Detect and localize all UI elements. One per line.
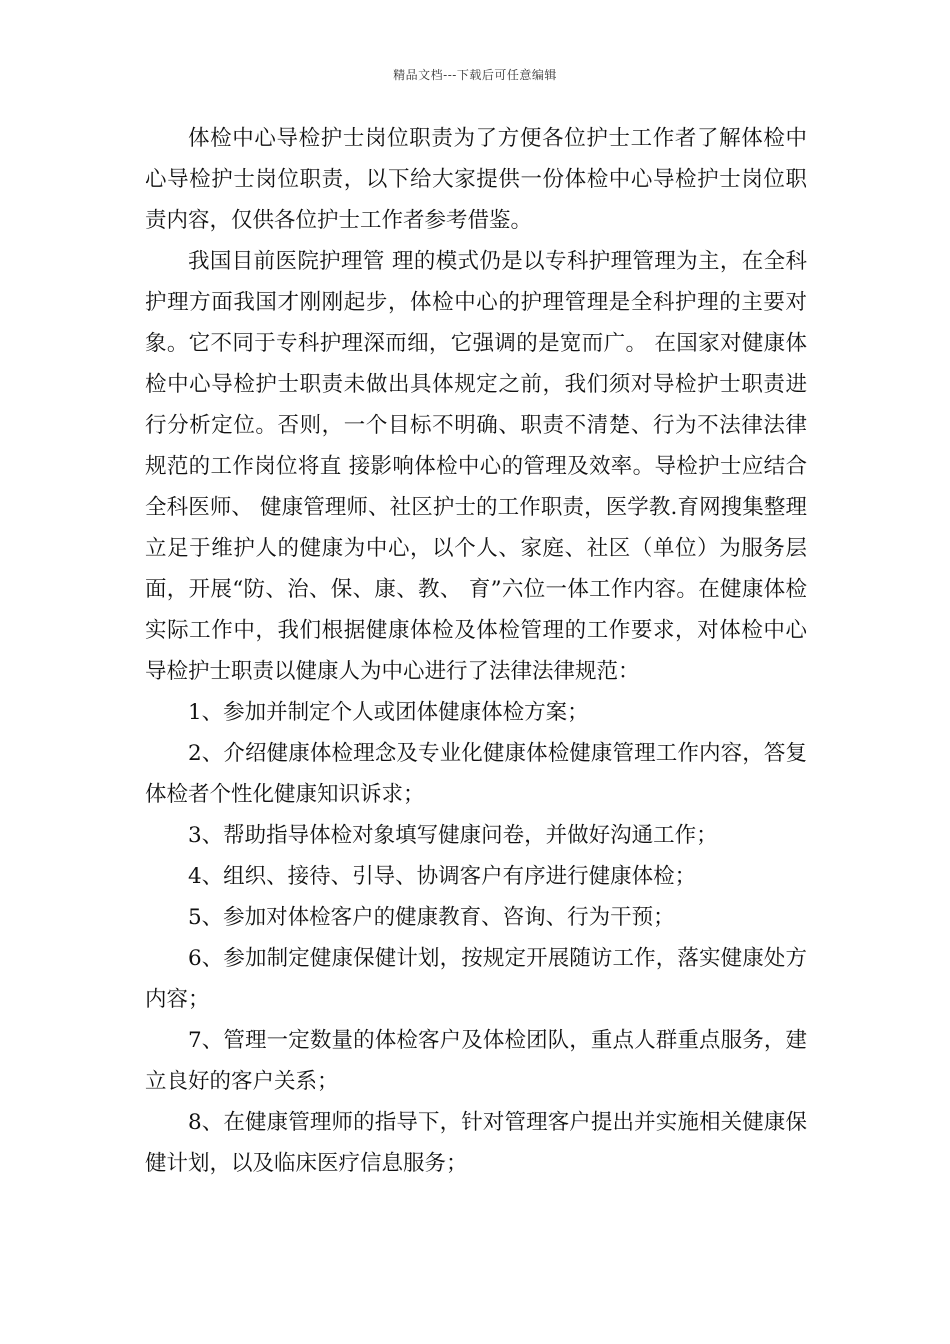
duty-item-7: 7、管理一定数量的体检客户及体检团队，重点人群重点服务，建立良好的客户关系； <box>145 1028 807 1094</box>
duty-item-5: 5、参加对体检客户的健康教育、咨询、行为干预； <box>188 905 675 930</box>
duty-item-4: 4、组织、接待、引导、协调客户有序进行健康体检； <box>188 864 697 889</box>
duty-item-3: 3、帮助指导体检对象填写健康问卷，并做好沟通工作； <box>188 823 718 848</box>
page-header: 精品文档---下载后可任意编辑 <box>393 68 557 82</box>
background-paragraph: 我国目前医院护理管 理的模式仍是以专科护理管理为主，在全科护理方面我国才刚刚起步，体检中心的护理管理是全科护理的主要对象。它不同于专科护理深而细，它强调的是宽而广。 在国家对健康体检中心导检护士职责未做出具体规定之前，我们须对导检护士职责进行分析定位。否则，一个目标不明确、职责不清楚、行为不法律法律规范的工作岗位将直 接影响体检中心的管理及效率。导检护士应结合全科医师、 健康管理师、社区护士的工作职责，医学教.育网搜集整理立足于维护人的健康为中心，以个人、家庭、社区（单位）为服务层面，开展“防、治、保、康、教、 育”六位一体工作内容。在健康体检实际工作中，我们根据健康体检及体检管理的工作要求，对体检中心导检护士职责以健康人为中心进行了法律法律规范： <box>145 249 807 684</box>
duty-item-6: 6、参加制定健康保健计划，按规定开展随访工作，落实健康处方内容； <box>145 946 807 1012</box>
duty-item-1: 1、参加并制定个人或团体健康体检方案； <box>188 700 589 725</box>
duty-item-2: 2、介绍健康体检理念及专业化健康体检健康管理工作内容，答复体检者个性化健康知识诉求； <box>145 741 807 807</box>
intro-paragraph: 体检中心导检护士岗位职责为了方便各位护士工作者了解体检中心导检护士岗位职责，以下给大家提供一份体检中心导检护士岗位职责内容，仅供各位护士工作者参考借鉴。 <box>145 126 807 233</box>
document-body <box>145 118 807 1184</box>
duty-item-8: 8、在健康管理师的指导下，针对管理客户提出并实施相关健康保健计划，以及临床医疗信息服务； <box>145 1110 807 1176</box>
